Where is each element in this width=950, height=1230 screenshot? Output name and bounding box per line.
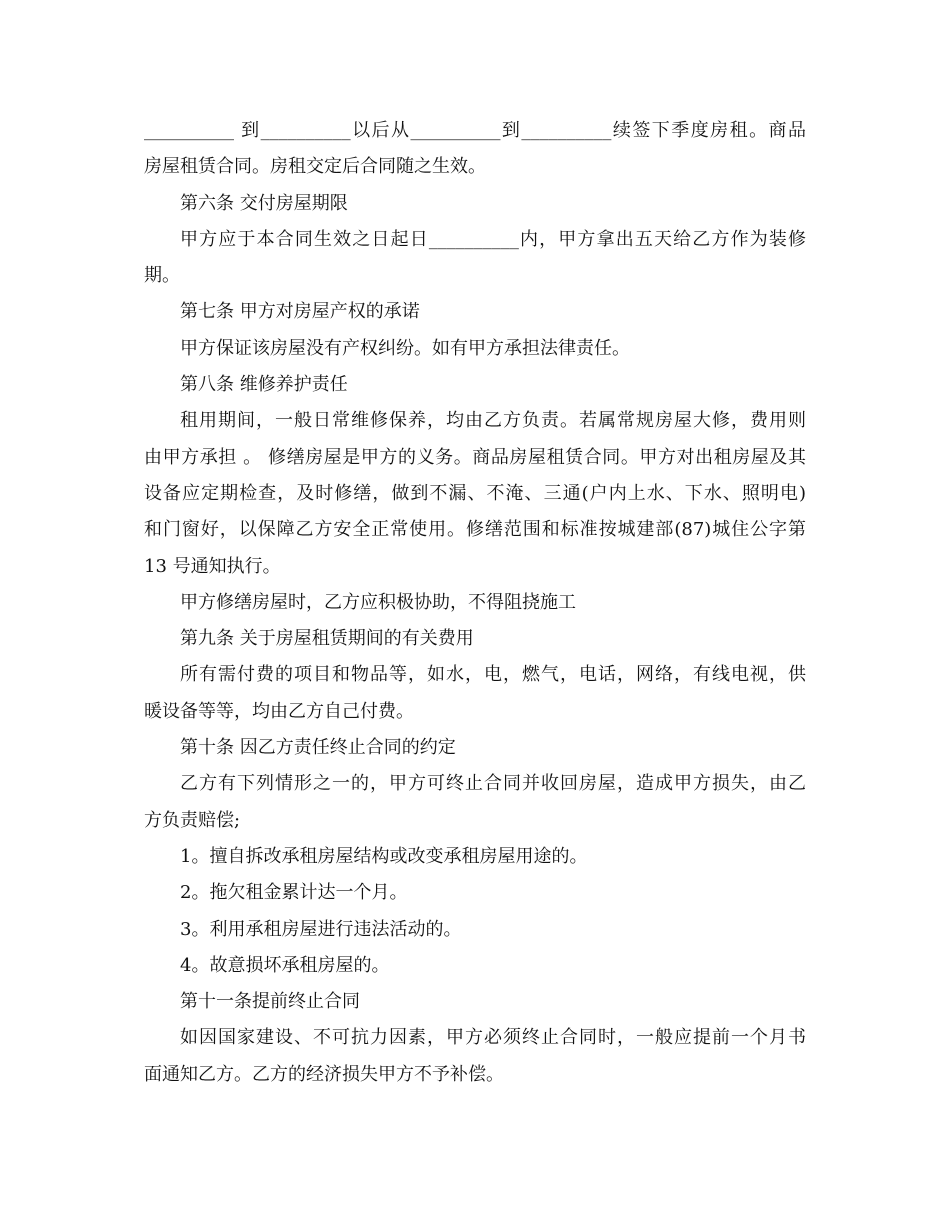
text-line: 方负责赔偿; xyxy=(144,809,241,831)
text-line: 甲方保证该房屋没有产权纠纷。如有甲方承担法律责任。 xyxy=(180,337,630,359)
text-line: 面通知乙方。乙方的经济损失甲方不予补偿。 xyxy=(144,1063,504,1085)
text-line: 由甲方承担 。 修缮房屋是甲方的义务。商品房屋租赁合同。甲方对出租房屋及其 xyxy=(144,446,806,468)
text-line: 所有需付费的项目和物品等，如水，电，燃气，电话，网络，有线电视，供 xyxy=(180,664,806,686)
article-heading: 第八条 维修养护责任 xyxy=(180,374,348,396)
text-line: __________ 到__________以后从__________到__________续签下季度房租。商品 xyxy=(144,120,806,141)
list-item: 3。利用承租房屋进行违法活动的。 xyxy=(180,918,462,940)
list-item: 1。擅自拆改承租房屋结构或改变承租房屋用途的。 xyxy=(180,845,588,867)
text-line: 设备应定期检查，及时修缮，做到不漏、不淹、三通(户内上水、下水、照明电) xyxy=(144,482,806,504)
text-line: 期。 xyxy=(144,265,180,287)
article-heading: 第十一条提前终止合同 xyxy=(180,991,360,1013)
document-body xyxy=(144,113,806,1093)
text-line: 甲方应于本合同生效之日起日__________内，甲方拿出五天给乙方作为装修 xyxy=(180,228,806,250)
text-line: 暖设备等等，均由乙方自己付费。 xyxy=(144,700,414,722)
article-heading: 第九条 关于房屋租赁期间的有关费用 xyxy=(180,628,474,650)
text-line: 和门窗好，以保障乙方安全正常使用。修缮范围和标准按城建部(87)城住公字第 xyxy=(144,519,806,541)
text-line: 租用期间，一般日常维修保养，均由乙方负责。若属常规房屋大修，费用则 xyxy=(180,410,806,432)
text-line: 如因国家建设、不可抗力因素，甲方必须终止合同时，一般应提前一个月书 xyxy=(180,1027,806,1049)
text-line: 房屋租赁合同。房租交定后合同随之生效。 xyxy=(144,156,486,178)
article-heading: 第七条 甲方对房屋产权的承诺 xyxy=(180,301,420,323)
list-item: 4。故意损坏承租房屋的。 xyxy=(180,954,390,976)
article-heading: 第六条 交付房屋期限 xyxy=(180,192,348,214)
text-line: 甲方修缮房屋时，乙方应积极协助，不得阻挠施工 xyxy=(180,591,576,613)
article-heading: 第十条 因乙方责任终止合同的约定 xyxy=(180,737,456,759)
text-line: 乙方有下列情形之一的，甲方可终止合同并收回房屋，造成甲方损失，由乙 xyxy=(180,773,806,795)
text-line: 13 号通知执行。 xyxy=(144,555,281,577)
list-item: 2。拖欠租金累计达一个月。 xyxy=(180,882,408,904)
